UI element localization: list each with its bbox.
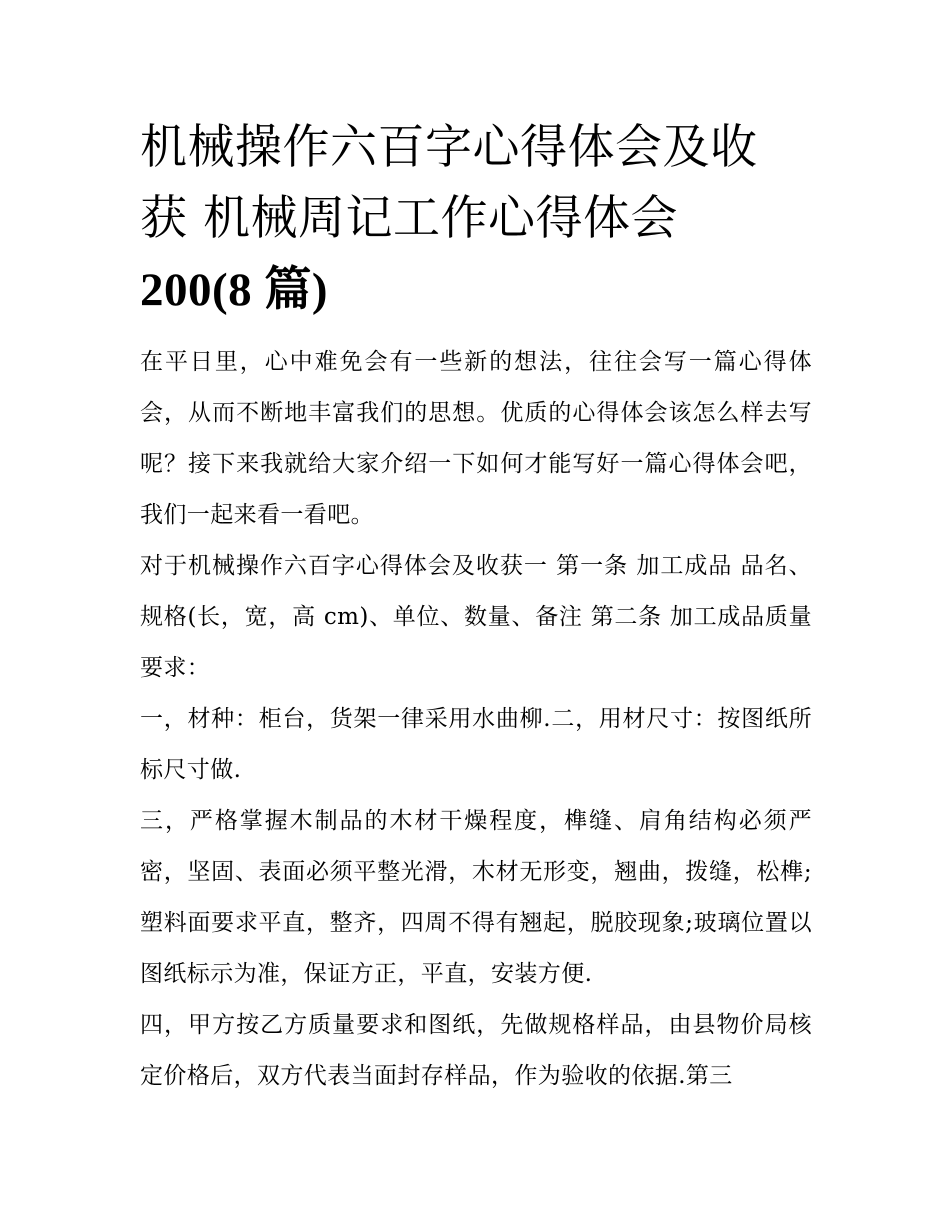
document-body [140,112,812,1102]
document-title [140,112,812,326]
title-line-2: 获 机械周记工作心得体会 [140,191,678,246]
paragraph-intro: 在平日里，心中难免会有一些新的想法，往往会写一篇心得体会，从而不断地丰富我们的思想。优质的心得体会该怎么样去写呢？接下来我就给大家介绍一下如何才能写好一篇心得体会吧，我们一起来看一看吧。 [140,349,812,528]
paragraph-item-1-2: 一，材种：柜台，货架一律采用水曲柳.二，用材尺寸：按图纸所标尺寸做. [140,706,812,783]
title-line-1: 机械操作六百字心得体会及收 [140,120,758,175]
paragraph-item-4: 四，甲方按乙方质量要求和图纸，先做规格样品，由县物价局核定价格后，双方代表当面封存样品，作为验收的依据.第三 [140,1012,812,1089]
paragraph-item-3: 三，严格掌握木制品的木材干燥程度，榫缝、肩角结构必须严密，坚固、表面必须平整光滑，木材无形变，翘曲，拨缝，松榫;塑料面要求平直，整齐，四周不得有翘起，脱胶现象;玻璃位置以图纸标示为准，保证方正，平直，安装方便. [140,808,812,987]
paragraph-article-1: 对于机械操作六百字心得体会及收获一 第一条 加工成品 品名、规格(长，宽，高 cm)、单位、数量、备注 第二条 加工成品质量要求： [140,553,812,681]
title-line-3: 200(8 篇) [140,264,329,316]
